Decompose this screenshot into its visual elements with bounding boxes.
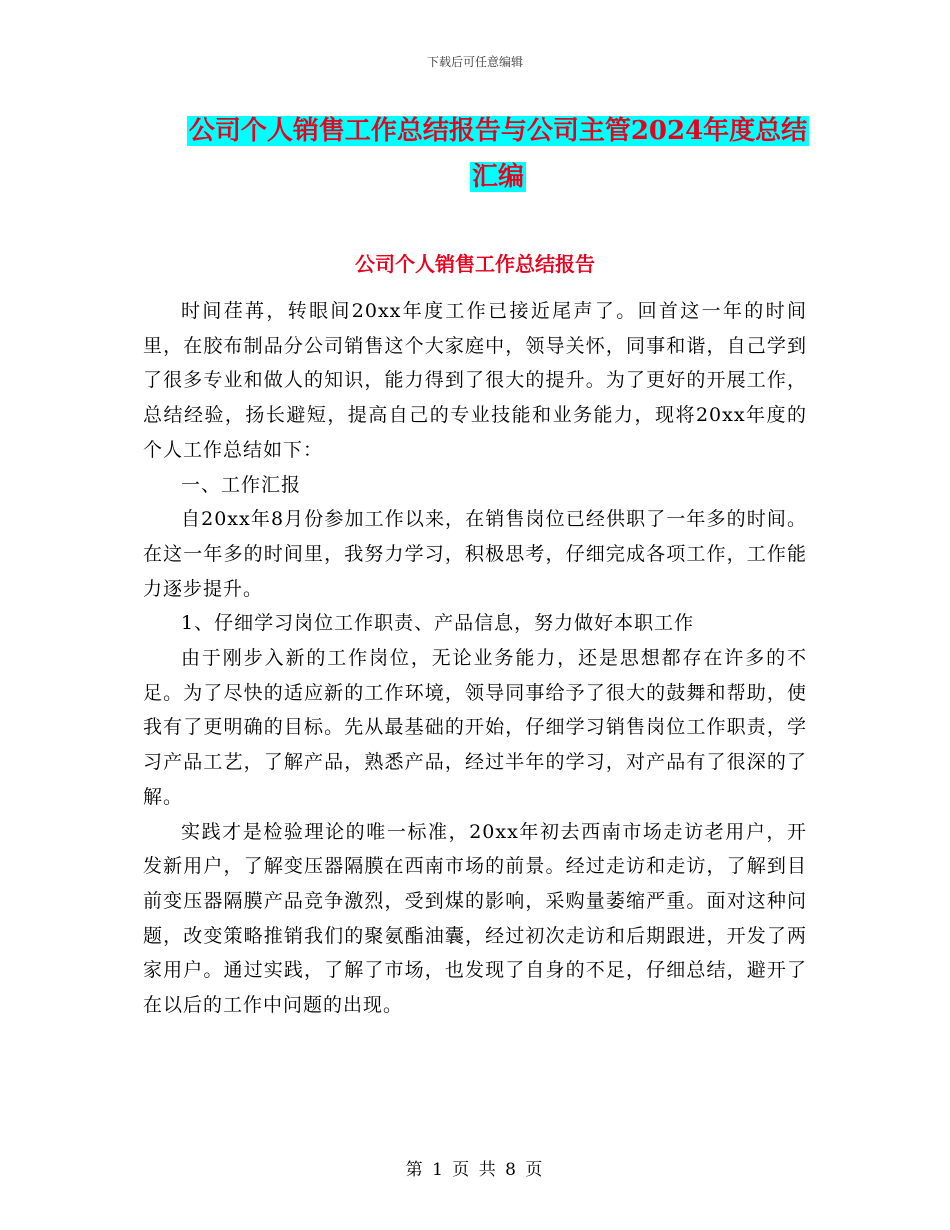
paragraph-work-report: 自20xx年8月份参加工作以来，在销售岗位已经供职了一年多的时间。在这一年多的时间里，我努力学习，积极思考，仔细完成各项工作，工作能力逐步提升。 xyxy=(143,508,807,600)
paragraph-study-duties: 由于刚步入新的工作岗位，无论业务能力，还是思想都存在许多的不足。为了尽快的适应新的工作环境，领导同事给予了很大的鼓舞和帮助，使我有了更明确的目标。先从最基础的开始，仔细学习销售岗位工作职责，学习产品工艺，了解产品，熟悉产品，经过半年的学习，对产品有了很深的了解。 xyxy=(143,647,807,808)
subheading-study-duties: 1、仔细学习岗位工作职责、产品信息，努力做好本职工作 xyxy=(181,612,695,635)
document-body xyxy=(143,294,807,1023)
section-title: 公司个人销售工作总结报告 xyxy=(355,252,595,276)
page-number: 第 1 页 共 8 页 xyxy=(405,1160,545,1180)
paragraph-practice: 实践才是检验理论的唯一标准，20xx年初去西南市场走访老用户，开发新用户，了解变压器隔膜在西南市场的前景。经过走访和走访，了解到目前变压器隔膜产品竞争激烈，受到煤的影响，采购量萎缩严重。面对这种问题，改变策略推销我们的聚氨酯油囊，经过初次走访和后期跟进，开发了两家用户。通过实践，了解了市场，也发现了自身的不足，仔细总结，避开了在以后的工作中问题的出现。 xyxy=(143,820,807,1017)
heading-work-report: 一、工作汇报 xyxy=(181,473,302,496)
document-title-line1: 公司个人销售工作总结报告与公司主管2024年度总结 xyxy=(188,116,808,146)
header-note: 下载后可任意编辑 xyxy=(426,55,523,69)
paragraph-intro: 时间荏苒，转眼间20xx年度工作已接近尾声了。回首这一年的时间里，在胶布制品分公司销售这个大家庭中，领导关怀，同事和谐，自己学到了很多专业和做人的知识，能力得到了很大的提升。为了更好的开展工作，总结经验，扬长避短，提高自己的专业技能和业务能力，现将20xx年度的个人工作总结如下： xyxy=(143,300,807,461)
document-title xyxy=(186,108,810,200)
document-title-line2: 汇编 xyxy=(471,162,524,192)
